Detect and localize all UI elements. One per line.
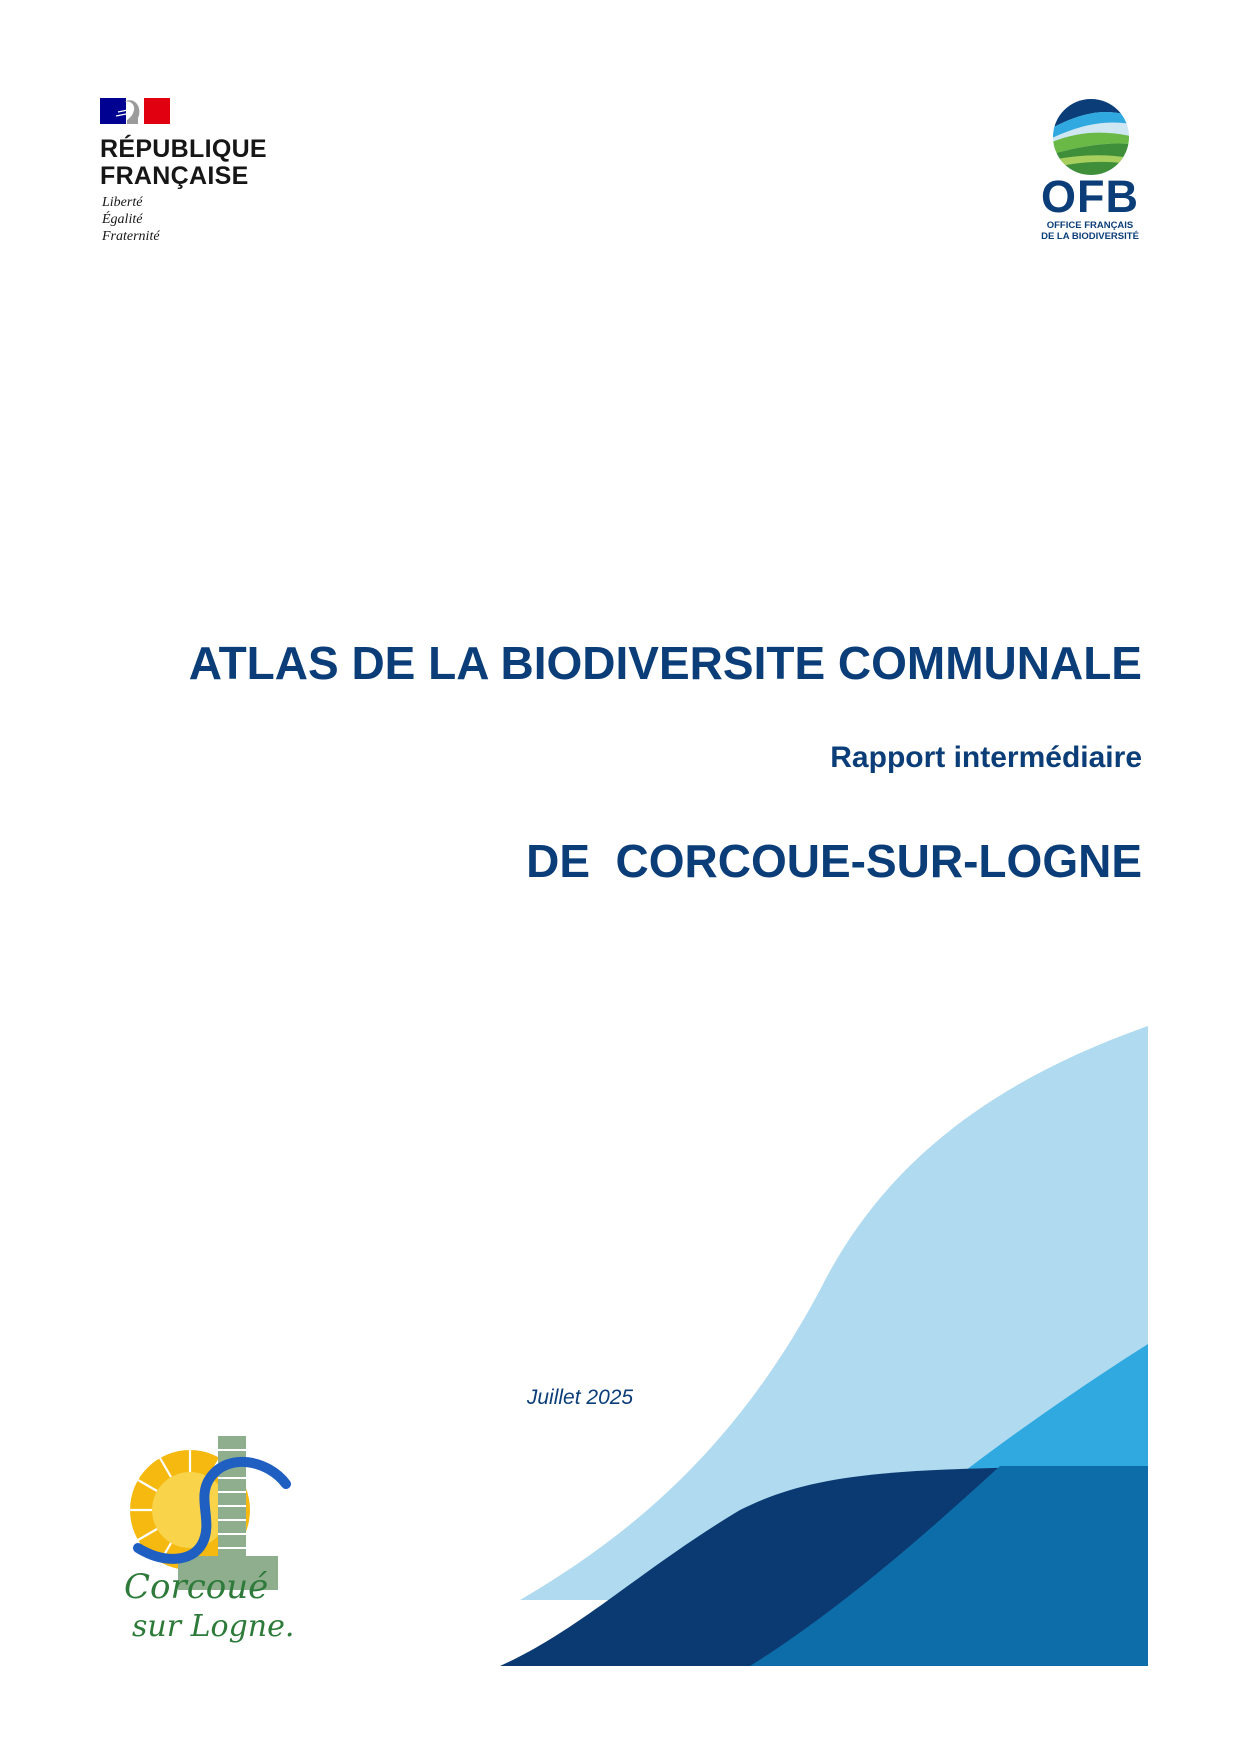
commune-logo-text-line1: Corcoué (124, 1567, 269, 1607)
republique-francaise-name (100, 136, 300, 190)
commune-logo-text-line2: sur Logne. (132, 1609, 295, 1644)
republique-motto (102, 194, 252, 245)
motto-liberte: Liberté (102, 195, 143, 210)
corcoue-sur-logne-logo (118, 1430, 318, 1650)
motto-egalite: Égalité (102, 212, 143, 227)
ofb-subtitle-line2: DE LA BIODIVERSITÉ (1041, 231, 1139, 242)
ofb-landscape-icon (1052, 98, 1130, 176)
title-line1: ATLAS DE LA BIODIVERSITE COMMUNALE (188, 637, 1142, 689)
rf-name-line2: FRANÇAISE (100, 162, 249, 190)
document-date: Juillet 2025 (526, 1386, 634, 1409)
ofb-logo (1030, 98, 1150, 248)
title-line2: DE CORCOUE-SUR-LOGNE (526, 835, 1142, 887)
ofb-acronym: OFB (1041, 171, 1139, 222)
ofb-subtitle (1030, 220, 1150, 242)
rf-name-line1: RÉPUBLIQUE (100, 135, 267, 163)
ofb-subtitle-line1: OFFICE FRANÇAIS (1046, 220, 1134, 231)
document-subtitle: Rapport intermédiaire (830, 741, 1142, 774)
motto-fraternite: Fraternité (102, 229, 160, 244)
marianne-flag-icon (100, 98, 170, 124)
